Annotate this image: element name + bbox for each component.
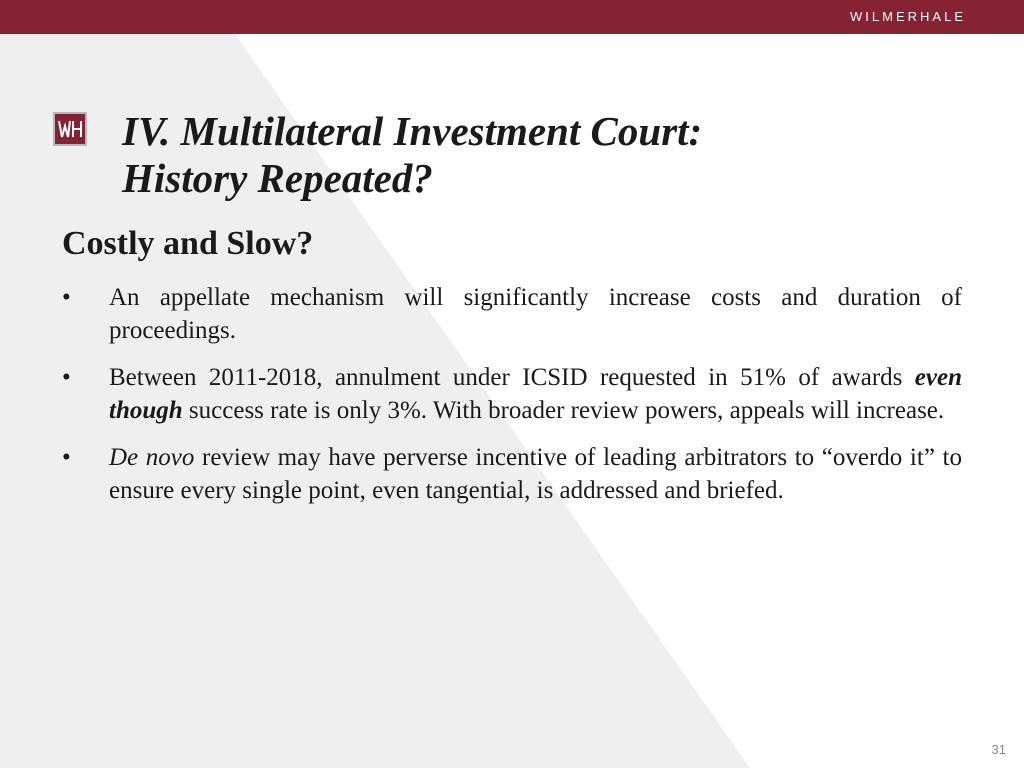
bullet-icon: • bbox=[62, 364, 71, 391]
bullet-3-text-post: review may have perverse incentive of leading arbitrators to “overdo it” to ensure every single point, even tangential, is addressed and briefed. bbox=[109, 444, 962, 504]
bullet-3-emphasis: De novo bbox=[109, 444, 195, 471]
title-line-2: History Repeated? bbox=[122, 155, 433, 201]
title-line-1: IV. Multilateral Investment Court: bbox=[122, 108, 703, 154]
bullet-2-text-post: success rate is only 3%. With broader review powers, appeals will increase. bbox=[182, 397, 945, 424]
bullet-list bbox=[62, 281, 962, 521]
bullet-2-emphasis: even though bbox=[109, 364, 962, 424]
page-number: 31 bbox=[991, 742, 1006, 757]
slide-title bbox=[122, 108, 882, 202]
logo-glyph bbox=[55, 114, 85, 144]
bullet-1-text: An appellate mechanism will significantly increase costs and duration of proceedings. bbox=[109, 284, 962, 344]
bullet-item-1 bbox=[62, 281, 962, 347]
bullet-icon: • bbox=[62, 284, 71, 311]
bullet-2-text-pre: Between 2011-2018, annulment under ICSID requested in 51% of awards bbox=[109, 364, 915, 391]
brand-name: WILMERHALE bbox=[850, 9, 966, 24]
bullet-item-3 bbox=[62, 441, 962, 507]
wilmerhale-logo-icon bbox=[53, 112, 87, 146]
header-bar bbox=[0, 0, 1024, 34]
slide-subtitle: Costly and Slow? bbox=[62, 225, 314, 262]
bullet-item-2 bbox=[62, 361, 962, 427]
bullet-icon: • bbox=[62, 444, 71, 471]
